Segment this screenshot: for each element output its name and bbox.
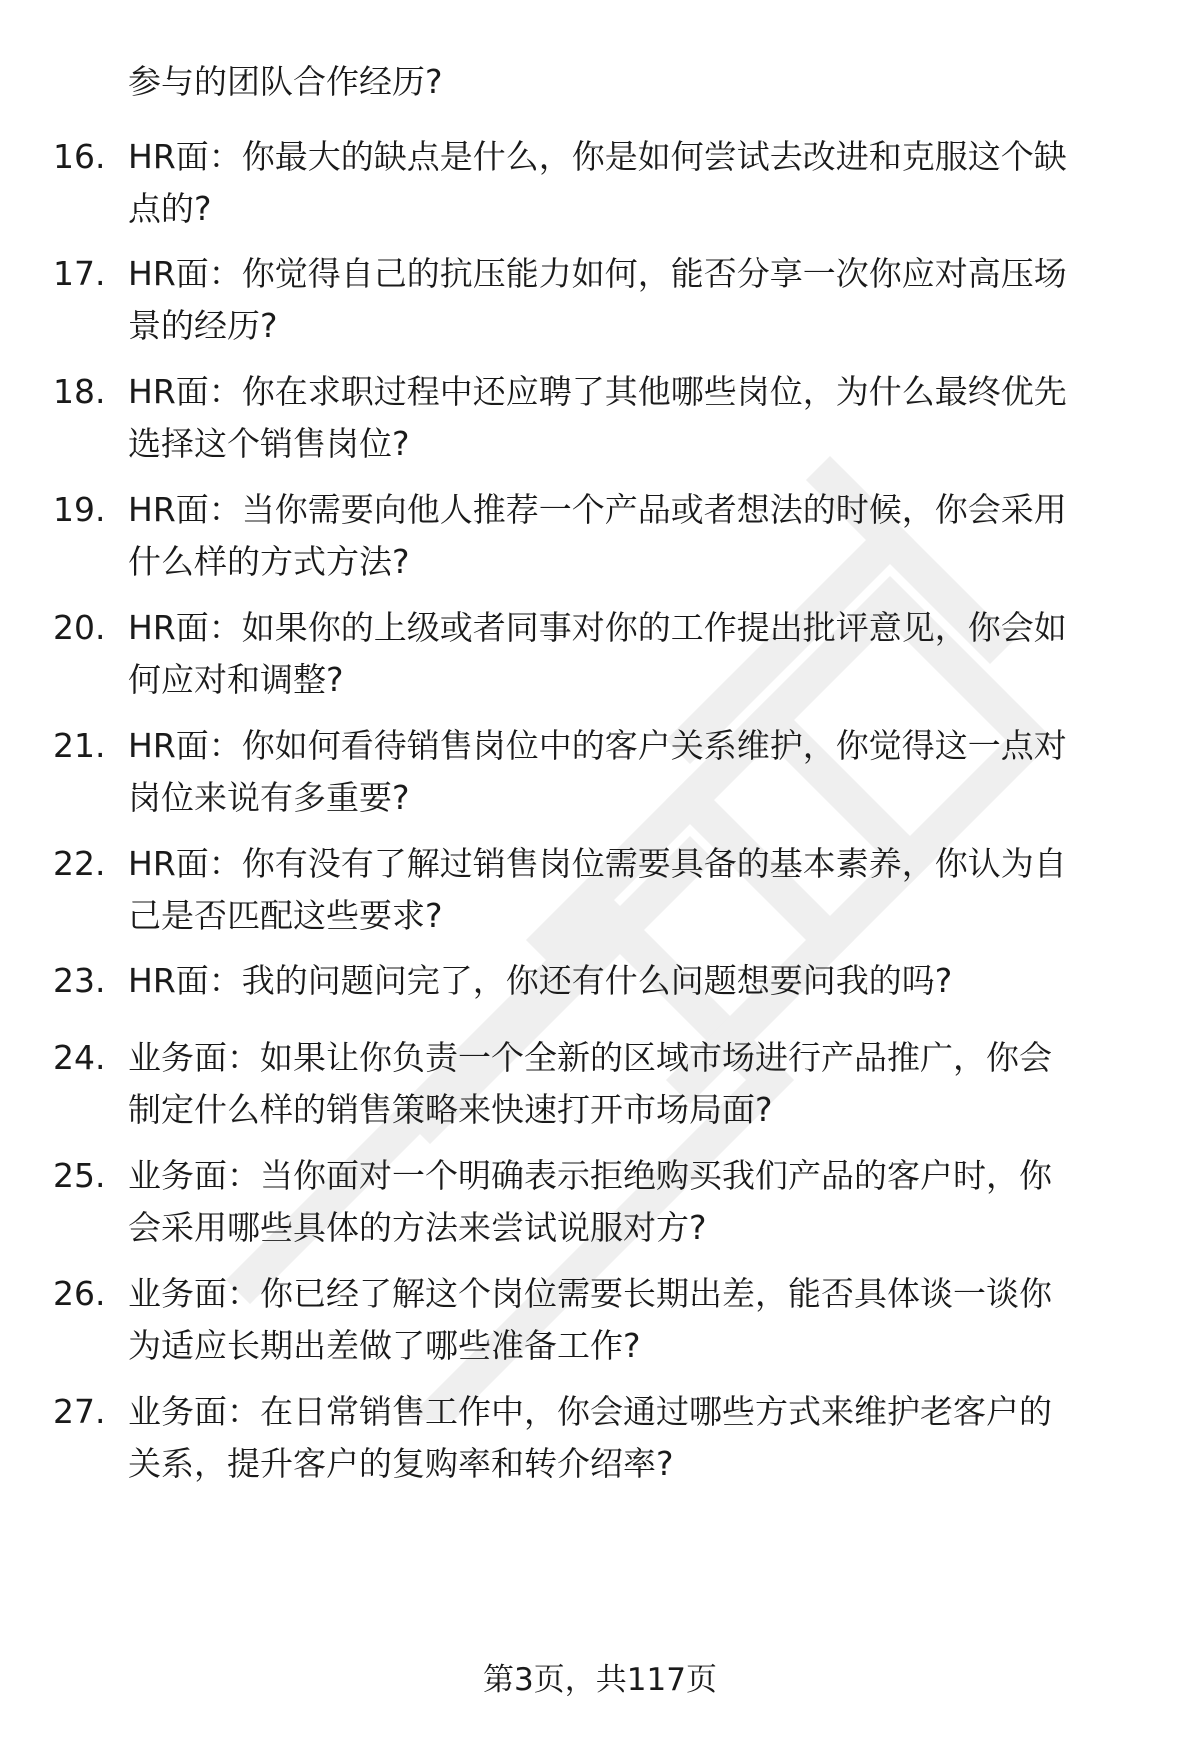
- question-number: 23.: [53, 961, 106, 1000]
- question-text-line: HR面：你如何看待销售岗位中的客户关系维护，你觉得这一点对: [128, 726, 1067, 765]
- question-number: 21.: [53, 726, 106, 765]
- question-text-line: 关系，提升客户的复购率和转介绍率?: [128, 1444, 674, 1483]
- question-text-line: 业务面：当你面对一个明确表示拒绝购买我们产品的客户时，你: [128, 1156, 1052, 1195]
- question-text-line: 业务面：如果让你负责一个全新的区域市场进行产品推广，你会: [128, 1038, 1052, 1077]
- question-text-line: HR面：你最大的缺点是什么，你是如何尝试去改进和克服这个缺: [128, 137, 1067, 176]
- question-number: 26.: [53, 1274, 106, 1313]
- question-text: [128, 1150, 1158, 1254]
- question-text-line: HR面：我的问题问完了，你还有什么问题想要问我的吗?: [128, 961, 953, 1000]
- continued-question-text: 参与的团队合作经历?: [128, 62, 443, 101]
- question-number: 19.: [53, 490, 106, 529]
- question-text-line: 业务面：在日常销售工作中，你会通过哪些方式来维护老客户的: [128, 1392, 1052, 1431]
- question-text: [128, 838, 1158, 942]
- question-text-line: HR面：如果你的上级或者同事对你的工作提出批评意见，你会如: [128, 608, 1067, 647]
- question-number: 17.: [53, 254, 106, 293]
- question-text: [128, 1268, 1158, 1372]
- question-number: 25.: [53, 1156, 106, 1195]
- question-text: [128, 1032, 1158, 1136]
- question-number: 27.: [53, 1392, 106, 1431]
- question-number: 20.: [53, 608, 106, 647]
- question-text-line: 会采用哪些具体的方法来尝试说服对方?: [128, 1208, 707, 1247]
- question-text: [128, 484, 1158, 588]
- question-text: [128, 955, 1158, 1007]
- question-text-line: 己是否匹配这些要求?: [128, 896, 443, 935]
- question-text-line: 业务面：你已经了解这个岗位需要长期出差，能否具体谈一谈你: [128, 1274, 1052, 1313]
- page-footer: 第3页，共117页: [483, 1662, 717, 1698]
- question-text-line: 什么样的方式方法?: [128, 542, 410, 581]
- question-text: [128, 366, 1158, 470]
- question-number: 16.: [53, 137, 106, 176]
- question-number: 22.: [53, 844, 106, 883]
- question-text-line: 岗位来说有多重要?: [128, 778, 410, 817]
- question-text-line: HR面：你有没有了解过销售岗位需要具备的基本素养，你认为自: [128, 844, 1067, 883]
- question-text-line: 何应对和调整?: [128, 660, 344, 699]
- question-text-line: 选择这个销售岗位?: [128, 424, 410, 463]
- question-text: [128, 248, 1158, 352]
- question-number: 18.: [53, 372, 106, 411]
- question-text-line: HR面：你在求职过程中还应聘了其他哪些岗位，为什么最终优先: [128, 372, 1067, 411]
- question-text-line: 景的经历?: [128, 306, 278, 345]
- question-number: 24.: [53, 1038, 106, 1077]
- question-text: [128, 131, 1158, 235]
- question-text-line: 点的?: [128, 189, 212, 228]
- question-text: [128, 602, 1158, 706]
- question-text: [128, 720, 1158, 824]
- question-text-line: 为适应长期出差做了哪些准备工作?: [128, 1326, 641, 1365]
- question-text-line: HR面：你觉得自己的抗压能力如何，能否分享一次你应对高压场: [128, 254, 1067, 293]
- question-text: [128, 1386, 1158, 1490]
- question-text-line: 制定什么样的销售策略来快速打开市场局面?: [128, 1090, 773, 1129]
- question-text-line: HR面：当你需要向他人推荐一个产品或者想法的时候，你会采用: [128, 490, 1067, 529]
